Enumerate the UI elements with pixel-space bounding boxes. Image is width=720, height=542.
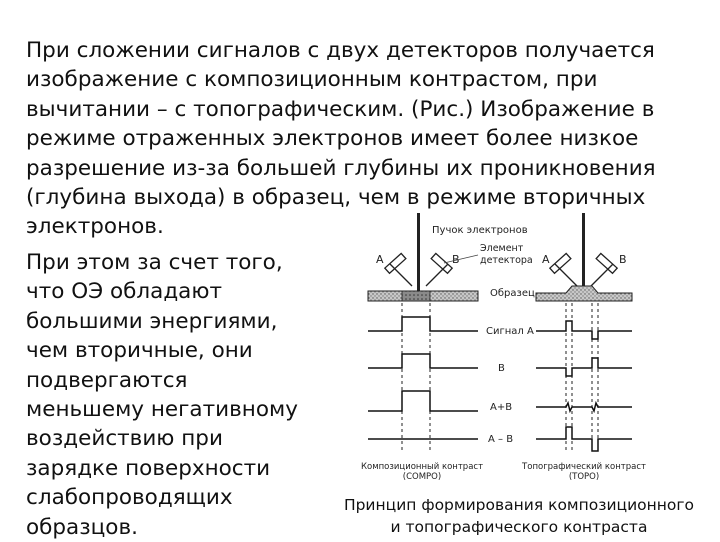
text-line: изображение с композиционным контрастом, при: [26, 67, 598, 93]
leader-line: [444, 255, 478, 263]
text-line: меньшему негативному: [26, 397, 298, 423]
text-line: зарядке поверхности: [26, 455, 271, 481]
text-line: чем вторичные, они: [26, 338, 253, 364]
text-line: (глубина выхода) в образец, чем в режиме вторичных: [26, 185, 646, 211]
signal-sum-compo: [368, 391, 478, 411]
text-line: разрешение из-за большей глубины их проникновения: [26, 155, 656, 181]
element-label: Элемент: [480, 243, 524, 254]
topo-title: Топографический контраст: [522, 462, 646, 472]
text-line: электронов.: [26, 214, 164, 240]
signal-b-compo: [368, 354, 478, 368]
compo-title: Композиционный контраст: [360, 462, 484, 472]
detector-b-left: [426, 253, 452, 286]
sample-label: Образец: [490, 288, 535, 299]
text-line: подвергаются: [26, 367, 188, 393]
sample-composition: [368, 291, 478, 301]
text-line: При этом за счет того,: [26, 250, 283, 275]
sample-topography: [536, 286, 632, 301]
detector-a-label: A: [376, 253, 384, 266]
detector-a-label: A: [542, 253, 550, 266]
signal-sum-topo: [536, 403, 632, 411]
contrast-diagram: [340, 213, 700, 483]
detector-b-right: [591, 253, 617, 286]
signal-b-topo: [536, 358, 632, 376]
beam-label: Пучок электронов: [432, 225, 528, 236]
element-label: детектора: [480, 255, 533, 266]
caption-line: Принцип формирования композиционного: [343, 496, 695, 514]
paragraph-composition-contrast: [26, 36, 656, 242]
text-line: образцов.: [26, 514, 138, 540]
compo-signals: [368, 317, 478, 439]
text-line: большими энергиями,: [26, 308, 278, 334]
caption-line: и топографического контраста: [390, 518, 648, 536]
electron-beam-right: [582, 213, 585, 293]
detector-a-right: [550, 253, 577, 286]
detector-b-label: B: [619, 253, 627, 266]
sum-label: A+B: [490, 402, 513, 413]
text-line: вычитании – с топографическим. (Рис.) Изображение в: [26, 96, 655, 122]
detector-b-label: B: [452, 253, 460, 266]
signal-b-label: B: [498, 363, 505, 374]
diff-label: A – B: [488, 434, 514, 445]
signal-a-topo: [536, 321, 632, 339]
paragraph-backscatter-charging: [26, 248, 298, 542]
figure-caption: [322, 494, 716, 538]
electron-beam-left: [417, 213, 420, 293]
topo-signals: [536, 321, 632, 451]
signal-diff-topo: [536, 427, 632, 451]
signal-a-label: Сигнал А: [486, 326, 534, 337]
text-line: что ОЭ обладают: [26, 279, 222, 305]
detector-a-left: [385, 253, 412, 286]
text-line: При сложении сигналов с двух детекторов получается: [26, 38, 655, 63]
topo-abbr: (TOPO): [568, 472, 600, 482]
signal-a-compo: [368, 317, 478, 331]
text-line: воздействию при: [26, 426, 223, 452]
compo-abbr: (COMPO): [402, 472, 442, 482]
text-line: слабопроводящих: [26, 485, 233, 511]
text-line: режиме отраженных электронов имеет более низкое: [26, 126, 639, 152]
